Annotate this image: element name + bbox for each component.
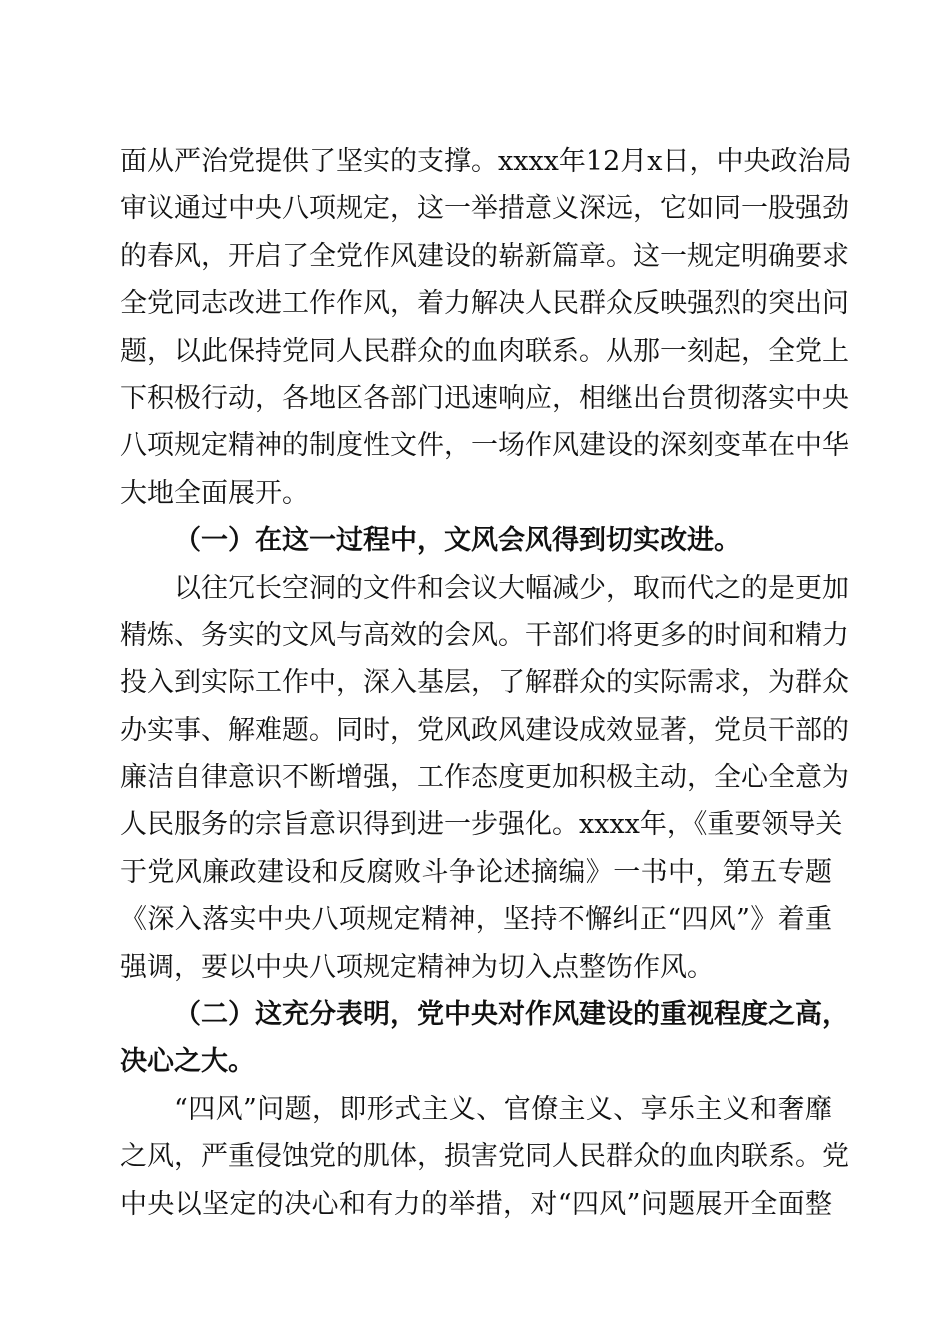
text-line: 全党同志改进工作作风，着力解决人民群众反映强烈的突出问 [120, 288, 849, 320]
heading-line: （二）这充分表明，党中央对作风建设的重视程度之高， [174, 999, 849, 1031]
text-line: “四风”问题，即形式主义、官僚主义、享乐主义和奢靡 [174, 1093, 832, 1125]
text-line: 《深入落实中央八项规定精神，坚持不懈纠正“四风”》着重 [120, 904, 832, 936]
text-line: 办实事、解难题。同时，党风政风建设成效显著，党员干部的 [120, 714, 849, 746]
text-line: 强调，要以中央八项规定精神为切入点整饬作风。 [120, 951, 714, 983]
text-line: 精炼、务实的文风与高效的会风。干部们将更多的时间和精力 [120, 619, 849, 651]
section-heading-1: （一）在这一过程中，文风会风得到切实改进。 [174, 525, 741, 557]
text-line: 廉洁自律意识不断增强，工作态度更加积极主动，全心全意为 [120, 762, 849, 794]
text-line: 以往冗长空洞的文件和会议大幅减少，取而代之的是更加 [174, 572, 849, 604]
text-line: 于党风廉政建设和反腐败斗争论述摘编》一书中，第五专题 [120, 856, 832, 888]
text-line: 投入到实际工作中，深入基层，了解群众的实际需求，为群众 [120, 667, 849, 699]
text-line: 中央以坚定的决心和有力的举措，对“四风”问题展开全面整 [120, 1188, 832, 1220]
text-line: 的春风，开启了全党作风建设的崭新篇章。这一规定明确要求 [120, 240, 849, 272]
text-line: 题，以此保持党同人民群众的血肉联系。从那一刻起，全党上 [120, 335, 849, 367]
paragraph-intro [120, 138, 852, 517]
text-line: 审议通过中央八项规定，这一举措意义深远，它如同一股强劲 [120, 193, 849, 225]
paragraph-body-2 [120, 1086, 849, 1228]
text-line: 人民服务的宗旨意识得到进一步强化。xxxx年，《重要领导关 [120, 809, 843, 841]
document-body [120, 138, 852, 1228]
text-line: 八项规定精神的制度性文件，一场作风建设的深刻变革在中华 [120, 430, 849, 462]
paragraph-body-1 [120, 565, 849, 992]
text-line: 下积极行动，各地区各部门迅速响应，相继出台贯彻落实中央 [120, 382, 849, 414]
heading-line: 决心之大。 [120, 1046, 255, 1078]
text-line: 面从严治党提供了坚实的支撑。xxxx年12月x日，中央政治局 [120, 146, 852, 177]
text-line: 大地全面展开。 [120, 477, 309, 509]
text-line: 之风，严重侵蚀党的肌体，损害党同人民群众的血肉联系。党 [120, 1141, 849, 1173]
section-heading-2 [120, 991, 849, 1086]
